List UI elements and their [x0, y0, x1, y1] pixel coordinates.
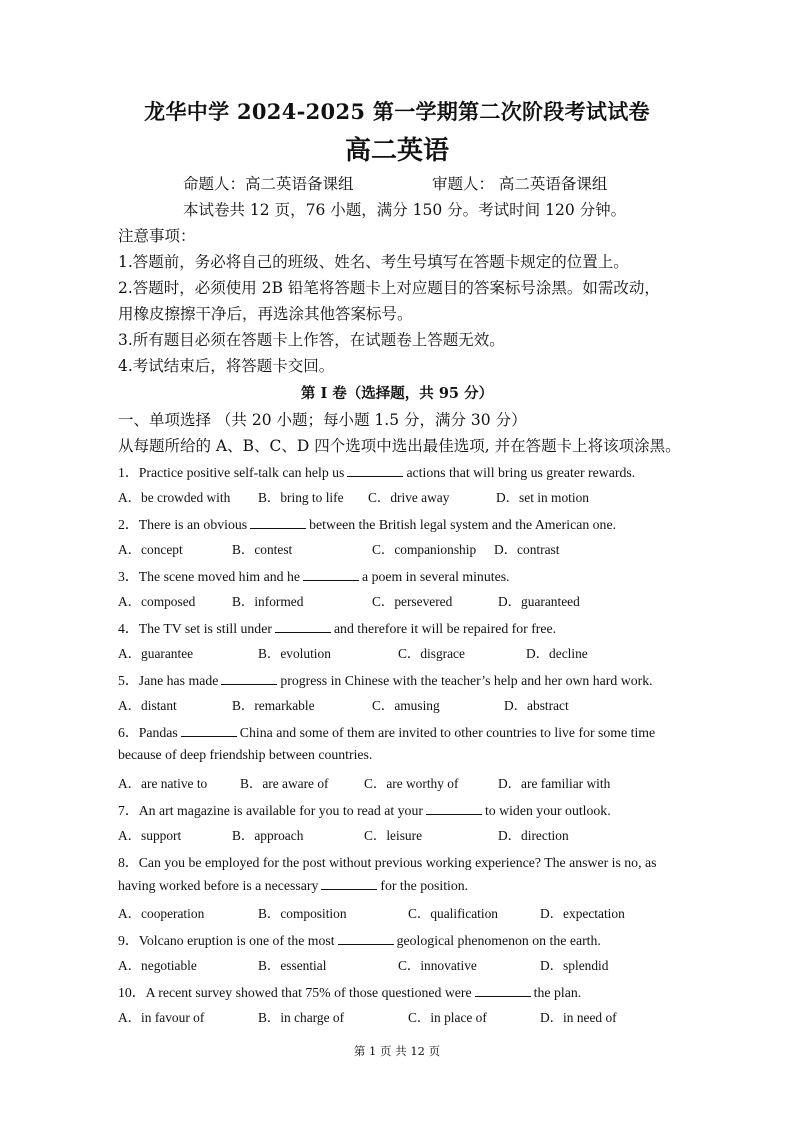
option-b: B．approach: [232, 828, 304, 843]
question-stem: 2．There is an obvious: [118, 517, 248, 532]
option-d: D．expectation: [540, 906, 625, 921]
question-stem: to widen your outlook.: [484, 803, 611, 818]
option-d: D．set in motion: [496, 490, 589, 505]
option-b: B．informed: [232, 594, 304, 609]
question-stem: 10．A recent survey showed that 75% of those questioned were: [118, 985, 472, 1000]
question-stem: China and some of them are invited to other countries to live for some time: [239, 725, 656, 740]
answer-blank: [426, 802, 482, 815]
option-d: D．guaranteed: [498, 594, 580, 609]
question-2: [118, 513, 616, 533]
reviewer-line: 审题人： 高二英语备课组: [432, 175, 608, 193]
option-a: A．concept: [118, 542, 183, 557]
notice-item: 3.所有题目必须在答题卡上作答，在试题卷上答题无效。: [118, 331, 505, 349]
answer-blank: [303, 568, 359, 581]
option-a: A．cooperation: [118, 906, 205, 921]
question-7: [118, 799, 611, 819]
question-stem: between the British legal system and the American one.: [309, 517, 617, 532]
option-a: A．composed: [118, 594, 196, 609]
option-b: B．are aware of: [240, 776, 329, 791]
question-stem: a poem in several minutes.: [362, 569, 510, 584]
question-6: [118, 721, 655, 741]
question-stem: 1．Practice positive self-talk can help us: [118, 465, 345, 480]
answer-blank: [221, 672, 277, 685]
question-9: [118, 929, 601, 949]
notice-item: 4.考试结束后，将答题卡交回。: [118, 357, 335, 375]
option-c: C．drive away: [368, 490, 450, 505]
question-stem: and therefore it will be repaired for free.: [333, 621, 557, 636]
question-stem: progress in Chinese with the teacher’s help and her own hard work.: [280, 673, 653, 688]
option-c: C．in place of: [408, 1010, 487, 1025]
answer-blank: [475, 984, 531, 997]
question-5: [118, 669, 653, 689]
question-10: [118, 981, 581, 1001]
option-d: D．splendid: [540, 958, 609, 973]
option-a: A．distant: [118, 698, 177, 713]
option-b: B．evolution: [258, 646, 331, 661]
answer-blank: [338, 932, 394, 945]
option-a: A．guarantee: [118, 646, 194, 661]
question-continuation: because of deep friendship between countries.: [118, 747, 373, 762]
question-stem: 5．Jane has made: [118, 673, 219, 688]
part-instruction: 从每题所给的 A、B、C、D 四个选项中选出最佳选项, 并在答题卡上将该项涂黑。: [118, 437, 681, 455]
option-c: C．disgrace: [398, 646, 465, 661]
notice-item: 2.答题时，必须使用 2B 铅笔将答题卡上对应题目的答案标号涂黑。如需改动，: [118, 279, 660, 297]
question-continuation: [118, 877, 468, 894]
option-b: B．remarkable: [232, 698, 315, 713]
option-c: C．innovative: [398, 958, 477, 973]
option-c: C．persevered: [372, 594, 453, 609]
question-8: 8．Can you be employed for the post without previous working experience? The answer is no, as: [118, 855, 657, 870]
option-d: D．in need of: [540, 1010, 617, 1025]
option-b: B．in charge of: [258, 1010, 345, 1025]
notice-heading: 注意事项：: [118, 227, 196, 245]
option-d: D．decline: [526, 646, 588, 661]
option-a: A．are native to: [118, 776, 208, 791]
exam-subject: 高二英语: [344, 136, 449, 166]
option-d: D．contrast: [494, 542, 560, 557]
question-stem: 6．Pandas: [118, 725, 178, 740]
answer-blank: [181, 724, 237, 737]
option-d: D．abstract: [504, 698, 569, 713]
option-b: B．bring to life: [258, 490, 344, 505]
option-c: C．qualification: [408, 906, 498, 921]
setter-line: 命题人：高二英语备课组: [183, 175, 354, 193]
option-a: A．negotiable: [118, 958, 197, 973]
question-stem: actions that will bring us greater rewards.: [406, 465, 636, 480]
question-stem: having worked before is a necessary: [118, 878, 319, 893]
answer-blank: [250, 516, 306, 529]
question-stem: 9．Volcano eruption is one of the most: [118, 933, 335, 948]
notice-item: 用橡皮擦擦干净后，再选涂其他答案标号。: [118, 305, 413, 323]
option-d: D．direction: [498, 828, 569, 843]
option-b: B．essential: [258, 958, 327, 973]
question-1: [118, 461, 635, 481]
section-title: 第 I 卷（选择题，共 95 分）: [300, 385, 494, 402]
question-3: [118, 565, 510, 585]
option-b: B．contest: [232, 542, 293, 557]
option-c: C．companionship: [372, 542, 477, 557]
option-b: B．composition: [258, 906, 347, 921]
answer-blank: [321, 877, 377, 890]
notice-item: 1.答题前，务必将自己的班级、姓名、考生号填写在答题卡规定的位置上。: [118, 253, 629, 271]
question-stem: 3．The scene moved him and he: [118, 569, 300, 584]
answer-blank: [275, 620, 331, 633]
option-c: C．leisure: [364, 828, 423, 843]
exam-info: 本试卷共 12 页，76 小题，满分 150 分。考试时间 120 分钟。: [183, 201, 627, 219]
option-a: A．in favour of: [118, 1010, 205, 1025]
question-stem: 4．The TV set is still under: [118, 621, 272, 636]
question-4: [118, 617, 556, 637]
question-stem: the plan.: [533, 985, 582, 1000]
page-footer: 第 1 页 共 12 页: [353, 1044, 441, 1058]
option-d: D．are familiar with: [498, 776, 611, 791]
part-heading: 一、单项选择 （共 20 小题；每小题 1.5 分，满分 30 分）: [118, 411, 527, 429]
option-a: A．support: [118, 828, 182, 843]
option-c: C．are worthy of: [364, 776, 459, 791]
question-stem: for the position.: [380, 878, 469, 893]
option-c: C．amusing: [372, 698, 440, 713]
question-stem: 7．An art magazine is available for you to read at your: [118, 803, 423, 818]
exam-title: 龙华中学 2024-2025 第一学期第二次阶段考试试卷: [144, 99, 650, 124]
answer-blank: [347, 464, 403, 477]
option-a: A．be crowded with: [118, 490, 231, 505]
question-stem: geological phenomenon on the earth.: [396, 933, 601, 948]
